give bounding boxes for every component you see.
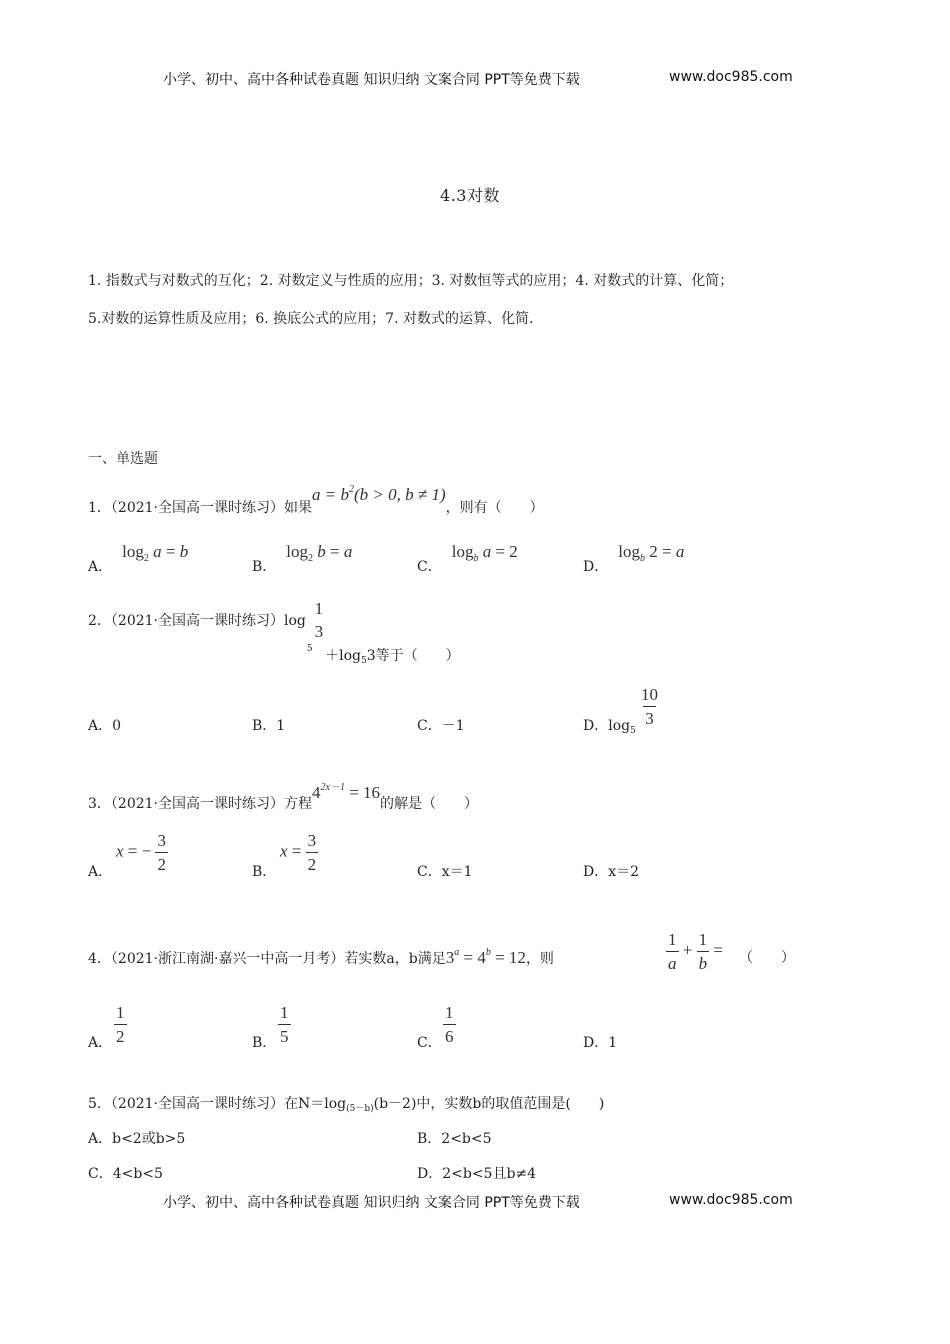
question-1-option-c: C．$\log_b a = 2$ xyxy=(417,542,518,575)
question-3-option-b-math: x = $\frac{3}{2}$ xyxy=(280,831,317,874)
question-3-formula: $4^{2x-1} = 16$ xyxy=(312,782,381,802)
question-5-option-a: A．b<2或b>5 xyxy=(88,1131,186,1147)
question-4-expression: $\frac{1}{a}$ + $\frac{1}{b}$ = xyxy=(668,930,723,973)
question-2-option-b: B．1 xyxy=(252,718,286,734)
question-3-option-a: A． xyxy=(88,864,113,880)
question-4-stem-after: （ ） xyxy=(739,950,795,966)
question-2-stem-after: 等于（ ） xyxy=(375,648,460,664)
question-5-option-d: D．2<b<5且b≠4 xyxy=(417,1166,537,1182)
question-3-option-c: C．x＝1 xyxy=(417,864,473,880)
question-5-stem-after: (b－2)中，实数b的取值范围是( ) xyxy=(373,1096,605,1112)
question-3-stem-after: 的解是（ ） xyxy=(380,796,479,812)
question-1-formula: $a = b^2(b > 0$, b ≠ 1) xyxy=(312,484,446,504)
question-4-option-a-math: $\frac{1}{2}$ xyxy=(116,1003,125,1046)
question-3-option-a-math: x = − $\frac{3}{2}$ xyxy=(116,831,166,874)
question-3-option-d: D．x＝2 xyxy=(583,864,640,880)
question-4-option-a: A． xyxy=(88,1035,113,1051)
question-1-option-b: B．$\log_2 b = a$ xyxy=(252,542,353,575)
question-5-stem-sub: (5－b) xyxy=(346,1104,374,1114)
question-5-option-c: C．4<b<5 xyxy=(88,1166,163,1182)
question-1-stem-before: 1．（2021·全国高一课时练习）如果 xyxy=(88,500,312,516)
question-2-option-a: A．0 xyxy=(88,718,122,734)
question-2-option-c: C．－1 xyxy=(417,718,465,734)
question-2-stem-before: 2．（2021·全国高一课时练习）log xyxy=(88,613,306,629)
question-4-option-b: B． xyxy=(252,1035,277,1051)
question-3-option-b: B． xyxy=(252,864,277,880)
question-3-stem-before: 3．（2021·全国高一课时练习）方程 xyxy=(88,796,312,812)
question-2-option-d-fraction: $\frac{10}{3}$ xyxy=(641,685,658,728)
question-1-option-d: D．$\log_b 2 = a$ xyxy=(583,542,685,575)
question-4-condition: $3^a = 4^b = 12$ xyxy=(445,947,526,967)
question-2-stem: 2．（2021·全国高一课时练习）$\log_5$ 1 3 $+\log_53$等于（ ） xyxy=(88,599,460,666)
question-1-stem-after: ，则有（ ） xyxy=(445,500,544,516)
question-3-stem xyxy=(88,782,479,813)
page-title: 4.3对数 xyxy=(440,186,500,205)
question-4-option-c: C． xyxy=(417,1035,442,1051)
question-1-stem xyxy=(88,484,544,517)
question-4-option-b-math: $\frac{1}{5}$ xyxy=(280,1003,289,1046)
objectives-line-2: 5.对数的运算性质及应用；6. 换底公式的应用；7. 对数式的运算、化简. xyxy=(88,311,534,327)
question-5-option-b: B．2<b<5 xyxy=(417,1131,492,1147)
question-2-option-d: D．$\log_5$ xyxy=(583,718,636,736)
footer-text: 小学、初中、高中各种试卷真题 知识归纳 文案合同 PPT等免费下载 xyxy=(163,1195,580,1211)
question-4-stem xyxy=(88,947,554,968)
question-4-option-d: D．1 xyxy=(583,1035,618,1051)
objectives-line-1: 1. 指数式与对数式的互化；2. 对数定义与性质的应用；3. 对数恒等式的应用；4. 对数式的计算、化简； xyxy=(88,273,734,289)
question-1-option-a: A．$\log_2 a = b$ xyxy=(88,542,189,575)
section-heading: 一、单选题 xyxy=(88,451,158,467)
question-2-formula-tail: $+\log_53$ xyxy=(325,648,376,666)
header-text: 小学、初中、高中各种试卷真题 知识归纳 文案合同 PPT等免费下载 xyxy=(163,72,580,88)
header-url[interactable]: www.doc985.com xyxy=(669,69,793,85)
question-4-option-c-math: $\frac{1}{6}$ xyxy=(445,1003,454,1046)
question-5-stem-before: 5．（2021·全国高一课时练习）在N＝log xyxy=(88,1096,347,1112)
question-4-stem-before: 4．（2021·浙江南湖·嘉兴一中高一月考）若实数a，b满足 xyxy=(88,951,446,967)
question-4-stem-mid: ，则 xyxy=(525,951,554,967)
footer-url[interactable]: www.doc985.com xyxy=(669,1192,793,1208)
question-5-stem xyxy=(88,1093,604,1114)
